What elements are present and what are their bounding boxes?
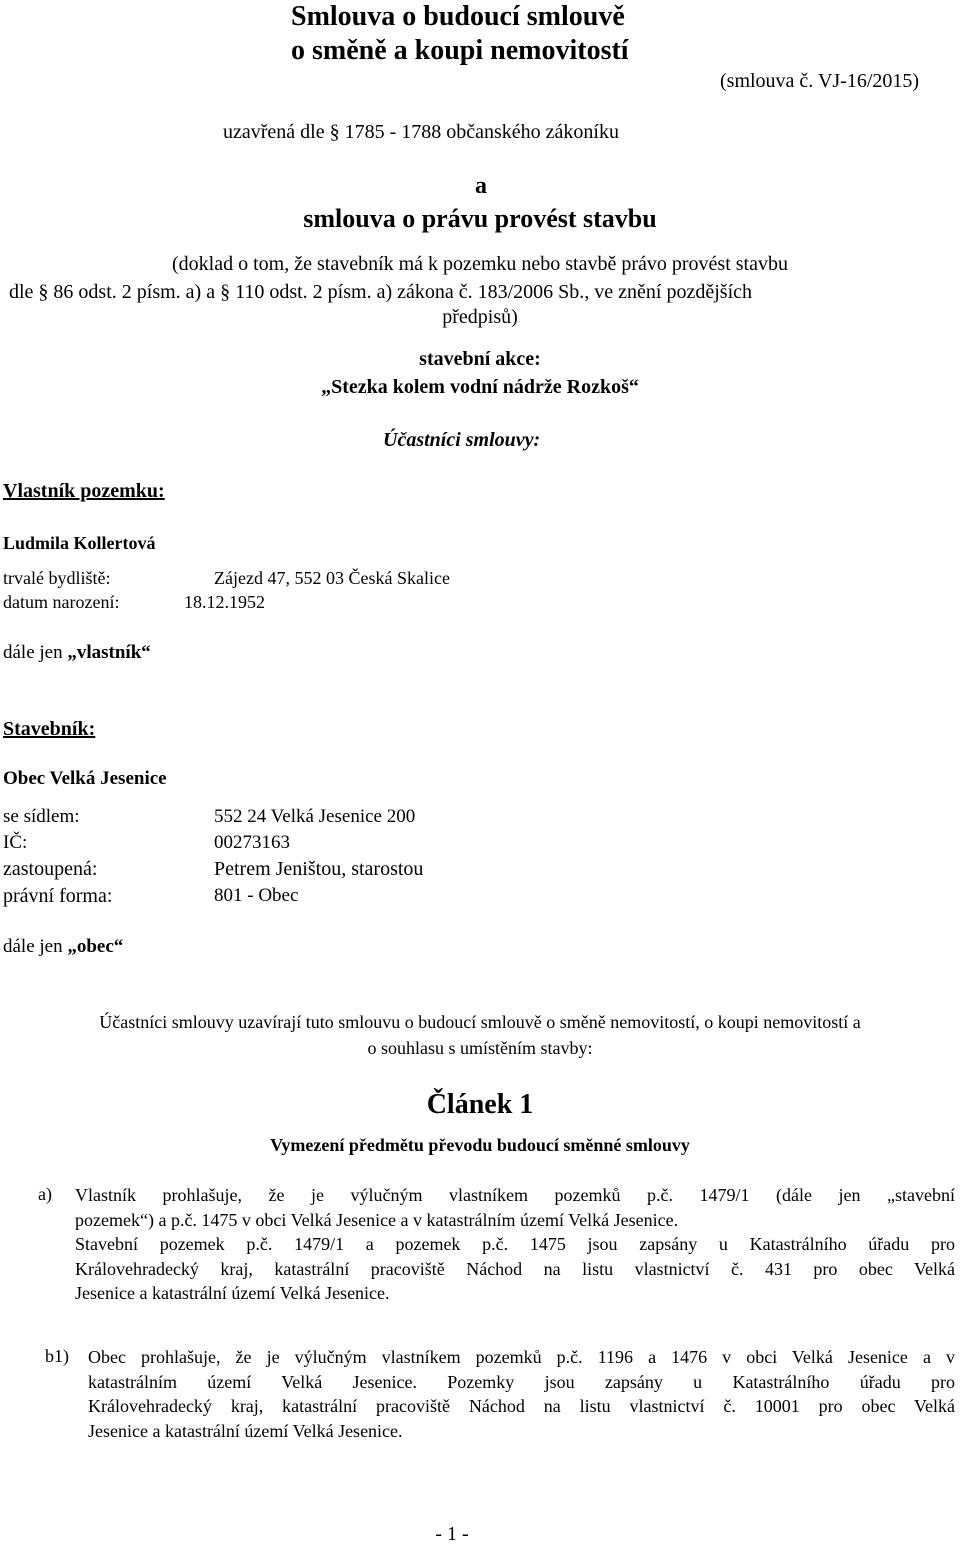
document-title-line1: Smlouva o budoucí smlouvě <box>291 1 625 32</box>
builder-hereinafter <box>3 935 123 958</box>
owner-name: Ludmila Kollertová <box>3 533 156 553</box>
construction-label: stavební akce: <box>419 348 541 370</box>
item-b1-line: Jesenice a katastrální území Velká Jesenice. <box>88 1420 403 1441</box>
builder-seat-value: 552 24 Velká Jesenice 200 <box>214 806 416 827</box>
intro-line-2: o souhlasu s umístěním stavby: <box>367 1038 593 1058</box>
item-b1-line: Královehradecký kraj, katastrální pracoviště Náchod na listu vlastnictví č. 10001 pro obec Velká <box>88 1396 955 1416</box>
item-b1-paragraph <box>88 1345 955 1443</box>
builder-hereinafter-term: „obec“ <box>67 936 124 957</box>
item-a-line: Stavební pozemek p.č. 1479/1 a pozemek p.č. 1475 jsou zapsány u Katastrálního úřadu pro <box>75 1234 955 1254</box>
builder-ic-value: 00273163 <box>214 832 290 853</box>
owner-hereinafter <box>3 641 151 664</box>
conjunction-and: a <box>475 173 487 199</box>
owner-hereinafter-term: „vlastník“ <box>67 642 151 663</box>
item-b1-label: b1) <box>45 1346 69 1366</box>
owner-hereinafter-prefix: dále jen <box>3 642 68 663</box>
document-title-line2: o směně a koupi nemovitostí <box>291 35 629 66</box>
construction-name: „Stezka kolem vodní nádrže Rozkoš“ <box>321 376 639 398</box>
concluded-per-law: uzavřená dle § 1785 - 1788 občanského zákoníku <box>223 121 619 143</box>
contract-number: (smlouva č. VJ-16/2015) <box>720 70 920 92</box>
proof-line-1: (doklad o tom, že stavebník má k pozemku nebo stavbě právo provést stavbu <box>172 253 788 275</box>
builder-name: Obec Velká Jesenice <box>3 768 167 789</box>
owner-birth-label: datum narození: <box>3 592 120 612</box>
page-number: - 1 - <box>435 1523 469 1545</box>
builder-represented-label: zastoupená: <box>3 858 98 880</box>
document-subtitle-text: smlouva o právu provést stavbu <box>303 204 657 233</box>
parties-heading: Účastníci smlouvy: <box>383 429 541 451</box>
item-b1-line: katastrálním území Velká Jesenice. Pozemky jsou zapsány u Katastrálního úřadu pro <box>88 1371 955 1392</box>
builder-seat-label: se sídlem: <box>3 806 80 827</box>
article-1-heading: Článek 1 <box>426 1089 534 1120</box>
owner-residence-value: Zájezd 47, 552 03 Česká Skalice <box>214 568 450 588</box>
item-a-line: Vlastník prohlašuje, že je výlučným vlastníkem pozemků p.č. 1479/1 (dále jen „stavební <box>75 1185 955 1205</box>
owner-heading: Vlastník pozemku: <box>3 480 165 502</box>
builder-legal-form-value: 801 - Obec <box>214 885 299 906</box>
builder-legal-form-label: právní forma: <box>3 885 113 907</box>
owner-residence-label: trvalé bydliště: <box>3 568 111 588</box>
proof-line-2: dle § 86 odst. 2 písm. a) a § 110 odst. 2 písm. a) zákona č. 183/2006 Sb., ve znění pozdějších <box>9 281 753 303</box>
article-1-subheading: Vymezení předmětu převodu budoucí směnné smlouvy <box>270 1135 690 1155</box>
owner-birth-value: 18.12.1952 <box>184 592 265 612</box>
builder-represented-value: Petrem Jeništou, starostou <box>214 858 424 880</box>
builder-ic-label: IČ: <box>3 832 28 853</box>
builder-heading: Stavebník: <box>3 718 96 740</box>
item-a-paragraph <box>75 1183 955 1306</box>
item-a-line: Jesenice a katastrální území Velká Jesenice. <box>75 1283 390 1303</box>
proof-line-3: předpisů) <box>442 306 518 328</box>
builder-hereinafter-prefix: dále jen <box>3 936 68 957</box>
item-a-line: pozemek“) a p.č. 1475 v obci Velká Jesenice a v katastrálním území Velká Jesenice. <box>75 1209 679 1230</box>
document-subtitle <box>0 203 960 235</box>
item-a-label: a) <box>38 1184 52 1204</box>
item-a-line: Královehradecký kraj, katastrální pracoviště Náchod na listu vlastnictví č. 431 pro obec Velká <box>75 1258 955 1279</box>
intro-line-1: Účastníci smlouvy uzavírají tuto smlouvu o budoucí smlouvě o směně nemovitostí, o koupi nemovitostí a <box>99 1012 861 1032</box>
item-b1-line: Obec prohlašuje, že je výlučným vlastníkem pozemků p.č. 1196 a 1476 v obci Velká Jesenice a v <box>88 1347 955 1367</box>
